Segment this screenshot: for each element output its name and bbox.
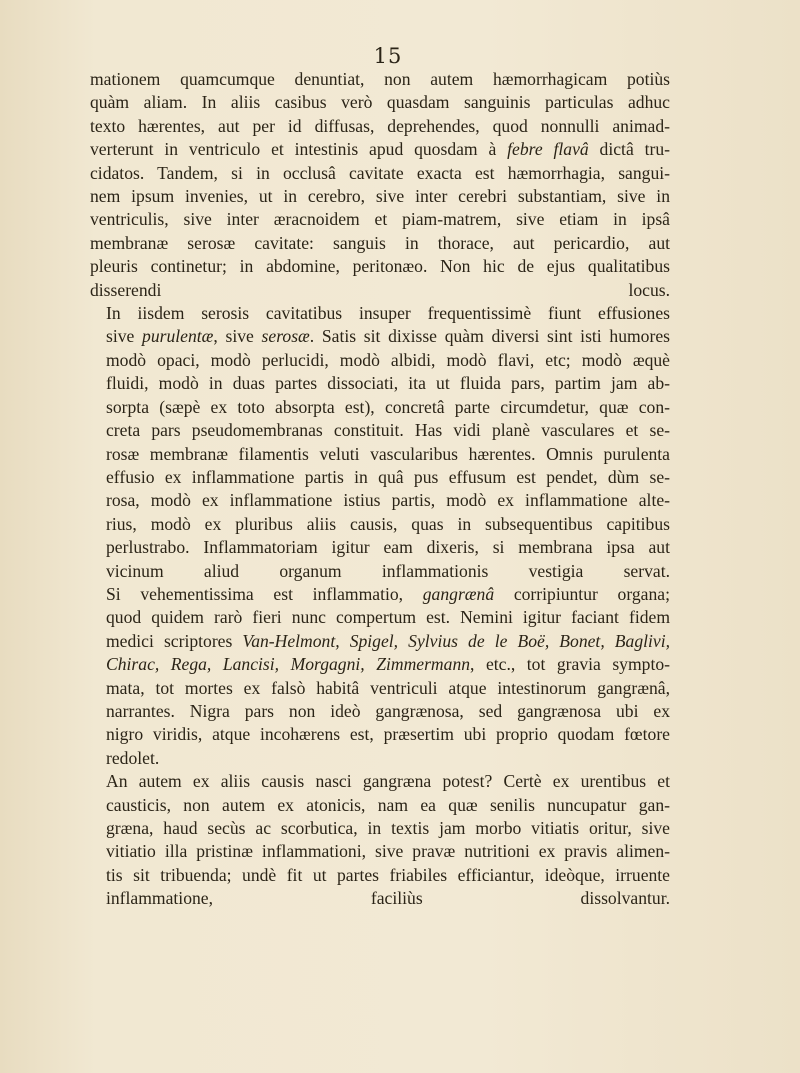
text-line: mata, tot mortes ex falsò habitâ ventriculi atque intestinorum gangrænâ, <box>106 677 670 698</box>
text-line: medici scriptores Van-Helmont, Spigel, Sylvius de le Boë, Bonet, Baglivi, <box>106 630 670 651</box>
italic-text: Van-Helmont, Spigel, Sylvius de le Boë, Bonet, Baglivi, <box>242 630 670 651</box>
text-line: effusio ex inflammatione partis in quâ pus effusum est pendet, dùm se- <box>106 466 670 487</box>
text-line: fluidi, modò in duas partes dissociati, ita ut fluida pars, partim jam ab- <box>106 373 670 394</box>
text-line: cidatos. Tandem, si in occlusâ cavitate exacta est hæmorrhagia, sangui- <box>90 162 670 183</box>
text-line: texto hærentes, aut per id diffusas, deprehendes, quod nonnulli animad- <box>90 115 670 136</box>
text-line: inflammatione, faciliùs dissolvantur. <box>106 888 670 909</box>
paragraph <box>90 302 670 583</box>
text-line: narrantes. Nigra pars non ideò gangrænosa, sed gangrænosa ubi ex <box>106 700 670 721</box>
text-line: rosa, modò ex inflammatione istius partis, modò ex inflammatione alte- <box>106 490 670 511</box>
text-line: quod quidem rarò fieri nunc compertum est. Nemini igitur faciant fidem <box>106 607 670 628</box>
text-line: græna, haud secùs ac scorbutica, in textis jam morbo vitiatis oritur, sive <box>106 818 670 838</box>
text-line: ventriculis, sive inter æracnoidem et piam-matrem, sive etiam in ipsâ <box>90 209 670 230</box>
text-line: verterunt in ventriculo et intestinis apud quosdam à febre flavâ dictâ tru- <box>90 139 671 160</box>
text-line: nigro viridis, atque incohærens est, præsertim ubi proprio quodam fœtore <box>106 724 670 745</box>
italic-text: febre flavâ <box>507 139 589 160</box>
text-line: An autem ex aliis causis nasci gangræna potest? Certè ex urentibus et <box>106 771 670 792</box>
text-line: sorpta (sæpè ex toto absorpta est), concretâ parte circumdetur, quæ con- <box>106 396 670 417</box>
paragraph <box>90 770 670 910</box>
italic-text: serosæ <box>261 326 310 347</box>
paragraph <box>90 583 670 770</box>
text-line: creta pars pseudomembranas constituit. Has vidi planè vasculares et se- <box>106 420 670 441</box>
text-line: tis sit tribuenda; undè fit ut partes friabiles efficiantur, ideòque, irruente <box>106 864 670 885</box>
text-line: sive purulentæ, sive serosæ. Satis sit dixisse quàm diversi sint isti humores <box>106 326 670 347</box>
italic-text: purulentæ <box>142 326 214 347</box>
text-line: membranæ serosæ cavitate: sanguis in thorace, aut pericardio, aut <box>90 232 670 253</box>
page-number: 15 <box>373 44 403 68</box>
text-line: Si vehementissima est inflammatio, gangrænâ corripiuntur organa; <box>106 583 670 604</box>
text-line: nem ipsum invenies, ut in cerebro, sive inter cerebri substantiam, sive in <box>90 186 670 207</box>
text-line: quàm aliam. In aliis casibus verò quasdam sanguinis particulas adhuc <box>90 92 670 113</box>
text-line: disserendi locus. <box>90 279 670 300</box>
text-line: Chirac, Rega, Lancisi, Morgagni, Zimmermann, etc., tot gravia sympto- <box>106 654 670 675</box>
text-line: mationem quamcumque denuntiat, non autem hæmorrhagicam potiùs <box>90 69 670 89</box>
text-line: pleuris continetur; in abdomine, peritonæo. Non hic de ejus qualitatibus <box>90 256 670 277</box>
body-text <box>90 68 670 911</box>
text-line: In iisdem serosis cavitatibus insuper frequentissimè fiunt effusiones <box>106 303 670 324</box>
text-line: perlustrabo. Inflammatoriam igitur eam dixeris, si membrana ipsa aut <box>106 537 670 558</box>
italic-text: Chirac, Rega, Lancisi, Morgagni, Zimmermann <box>106 654 471 675</box>
text-line: rosæ membranæ filamentis veluti vascularibus hærentes. Omnis purulenta <box>106 443 670 464</box>
text-line: modò opaci, modò perlucidi, modò albidi, modò flavi, etc; modò æquè <box>106 349 670 370</box>
text-line: vicinum aliud organum inflammationis vestigia servat. <box>106 560 670 581</box>
text-line: redolet. <box>106 747 160 768</box>
text-line: vitiatio illa pristinæ inflammationi, sive pravæ nutritioni ex pravis alimen- <box>106 841 670 862</box>
italic-text: gangrænâ <box>422 583 495 604</box>
paragraph <box>90 68 670 302</box>
text-line: causticis, non autem ex atonicis, nam ea quæ senilis nuncupatur gan- <box>106 794 670 815</box>
text-line: rius, modò ex pluribus aliis causis, quas in subsequentibus capitibus <box>106 513 670 534</box>
